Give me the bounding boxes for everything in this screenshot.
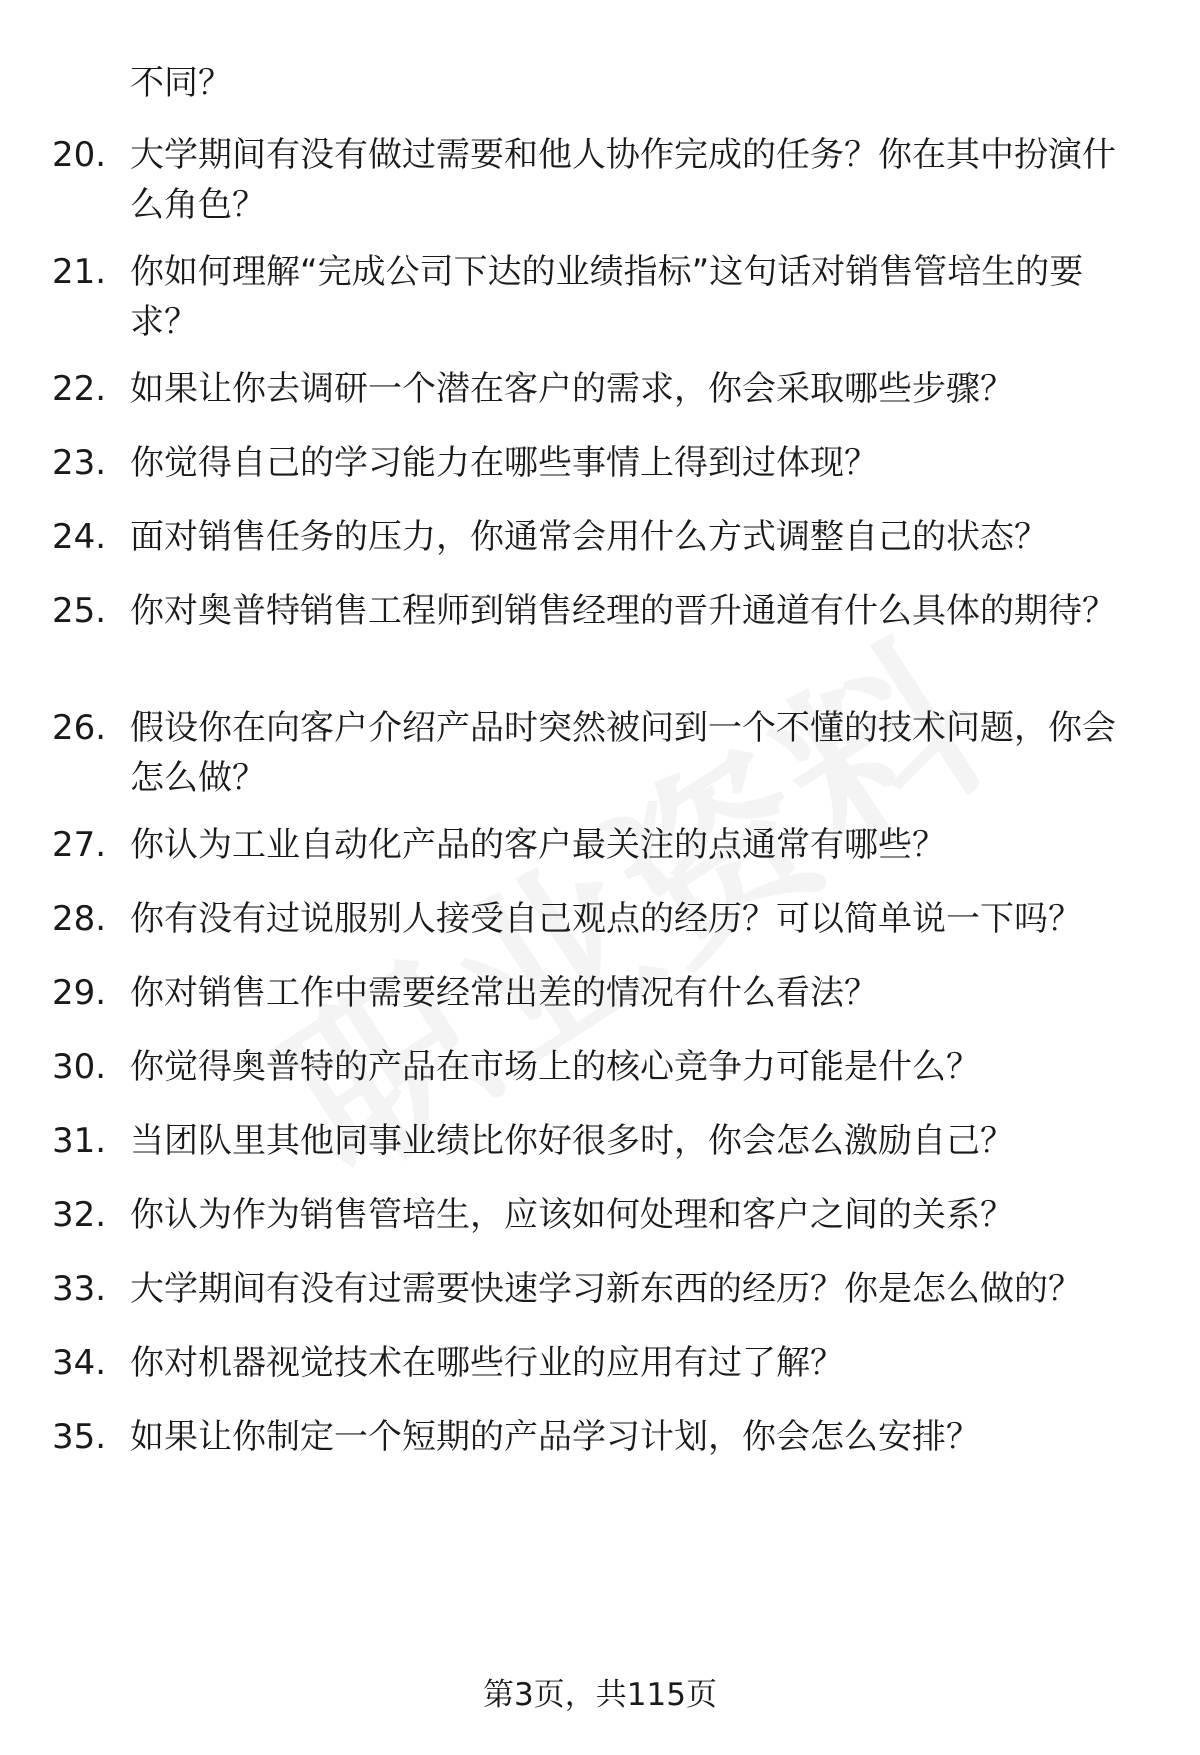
question-text: 你对销售工作中需要经常出差的情况有什么看法？ <box>130 973 878 1013</box>
question-number: 31. <box>52 1121 107 1161</box>
question-text: 面对销售任务的压力，你通常会用什么方式调整自己的状态？ <box>130 517 1048 557</box>
question-text: 你认为工业自动化产品的客户最关注的点通常有哪些？ <box>130 825 946 865</box>
question-number: 34. <box>52 1343 107 1383</box>
question-number: 26. <box>52 708 107 748</box>
question-number: 21. <box>52 252 107 292</box>
question-text: 你认为作为销售管培生，应该如何处理和客户之间的关系？ <box>130 1195 1014 1235</box>
question-number: 29. <box>52 973 107 1013</box>
question-number: 23. <box>52 443 107 483</box>
question-number: 28. <box>52 899 107 939</box>
question-text: 你如何理解“完成公司下达的业绩指标”这句话对销售管培生的要求？ <box>130 252 1084 342</box>
question-text: 你有没有过说服别人接受自己观点的经历？可以简单说一下吗？ <box>130 899 1082 939</box>
question-text: 如果让你制定一个短期的产品学习计划，你会怎么安排？ <box>130 1417 980 1457</box>
question-text: 你对机器视觉技术在哪些行业的应用有过了解？ <box>130 1343 844 1383</box>
question-number: 25. <box>52 591 107 631</box>
question-number: 27. <box>52 825 107 865</box>
question-number: 35. <box>52 1417 107 1457</box>
question-text: 假设你在向客户介绍产品时突然被问到一个不懂的技术问题，你会怎么做？ <box>130 708 1116 798</box>
question-number: 22. <box>52 369 107 409</box>
question-text: 当团队里其他同事业绩比你好很多时，你会怎么激励自己？ <box>130 1121 1014 1161</box>
question-text: 你对奥普特销售工程师到销售经理的晋升通道有什么具体的期待？ <box>130 591 1116 631</box>
question-text: 大学期间有没有做过需要和他人协作完成的任务？你在其中扮演什么角色？ <box>130 135 1116 225</box>
question-text: 如果让你去调研一个潜在客户的需求，你会采取哪些步骤？ <box>130 369 1014 409</box>
page-footer: 第3页，共115页 <box>483 1677 717 1713</box>
question-number: 24. <box>52 517 107 557</box>
question-text: 你觉得自己的学习能力在哪些事情上得到过体现？ <box>130 443 878 483</box>
question-text: 大学期间有没有过需要快速学习新东西的经历？你是怎么做的？ <box>130 1269 1082 1309</box>
question-text: 你觉得奥普特的产品在市场上的核心竞争力可能是什么？ <box>130 1047 980 1087</box>
question-number: 32. <box>52 1195 107 1235</box>
question-number: 33. <box>52 1269 107 1309</box>
question-number: 20. <box>52 135 107 175</box>
continuation-text: 不同？ <box>130 63 232 103</box>
question-number: 30. <box>52 1047 107 1087</box>
